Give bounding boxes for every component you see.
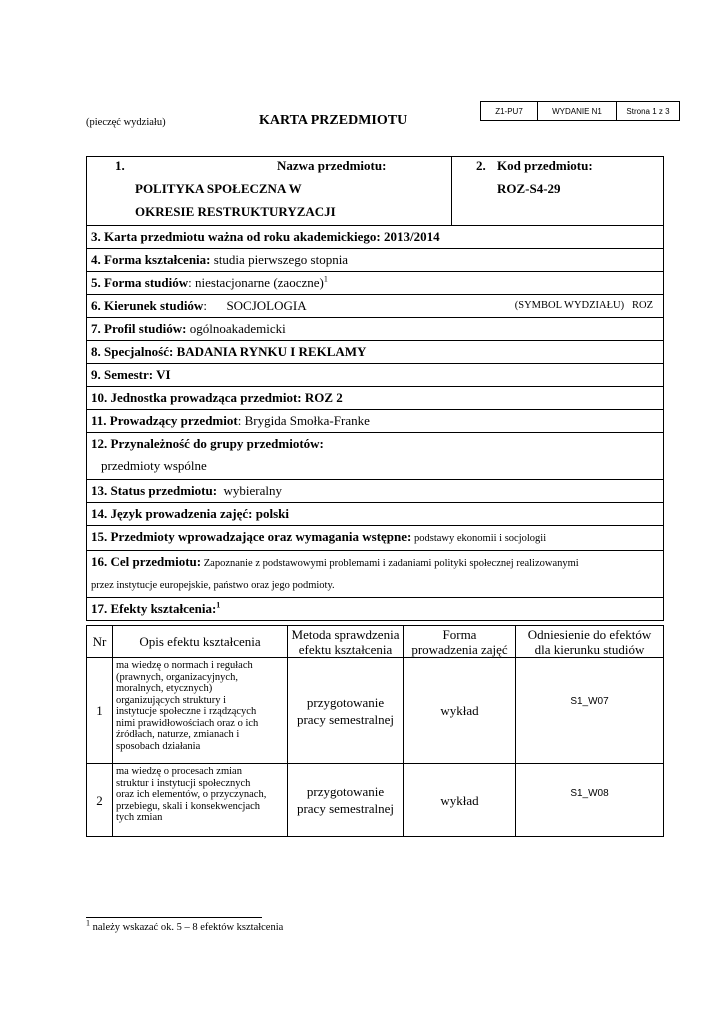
lecturer-value: : Brygida Smołka-Franke: [237, 413, 370, 428]
header-method-line1: Metoda sprawdzenia: [291, 626, 400, 642]
study-form-value: : niestacjonarne (zaoczne): [188, 275, 324, 290]
description-line: źródłach, naturze, zmianach i: [116, 729, 240, 740]
page-counter: Strona 1 z 3: [617, 102, 680, 121]
study-form-label: 5. Forma studiów: [91, 275, 189, 290]
study-form-row: [87, 272, 664, 295]
header-reference-line1: Odniesienie do efektów: [527, 626, 652, 642]
specialty-row: 8. Specjalność: BADANIA RYNKU I REKLAMY: [87, 341, 664, 364]
outcome-form: wykład: [404, 658, 516, 764]
description-line: oraz ich elementów, o przyczynach,: [116, 789, 267, 800]
education-form-label: 4. Forma kształcenia:: [91, 252, 211, 267]
document-code: Z1-PU7: [481, 102, 538, 121]
header-form-line2: prowadzenia zajęć: [411, 641, 508, 657]
lecturer-label: 11. Prowadzący przedmiot: [91, 413, 238, 428]
course-status-value: wybieralny: [217, 483, 283, 498]
table-row: [87, 764, 664, 837]
description-line: ma wiedzę o normach i regułach: [116, 660, 253, 671]
footnote-number: 1: [86, 918, 90, 928]
description-line: moralnych, etycznych): [116, 683, 213, 694]
outcome-nr: 1: [87, 658, 113, 764]
method-line2: pracy semestralnej: [296, 711, 395, 727]
study-profile-row: [87, 318, 664, 341]
method-line2: pracy semestralnej: [296, 801, 395, 816]
learning-outcomes-label: 17. Efekty kształcenia:: [91, 601, 217, 616]
prerequisites-label: 15. Przedmioty wprowadzające oraz wymagania wstępne:: [91, 529, 412, 544]
field-of-study-row: [87, 295, 664, 318]
description-line: (prawnych, organizacyjnych,: [116, 671, 238, 683]
table-header-row: [87, 626, 664, 658]
unit-row: 10. Jednostka prowadząca przedmiot: ROZ 2: [87, 387, 664, 410]
outcome-form: wykład: [404, 764, 516, 837]
field-of-study-value: : SOCJOLOGIA: [203, 298, 307, 313]
field-of-study-label: 6. Kierunek studiów: [91, 298, 204, 313]
valid-from-row: 3. Karta przedmiotu ważna od roku akademickiego: 2013/2014: [87, 226, 664, 249]
outcome-description: [113, 764, 288, 837]
course-name-label: Nazwa przedmiotu:: [277, 158, 387, 173]
footnote-separator: [86, 917, 262, 918]
footnote: [86, 918, 284, 933]
semester-row: 9. Semestr: VI: [87, 364, 664, 387]
header-form: [404, 626, 516, 658]
course-code-value: ROZ-S4-29: [497, 181, 561, 196]
header-method-line2: efektu kształcenia: [298, 641, 393, 657]
course-card-table: [86, 156, 664, 621]
outcome-nr: 2: [87, 764, 113, 837]
course-status-label: 13. Status przedmiotu:: [91, 483, 218, 498]
description-line: instytucje społeczne i rządzących: [116, 706, 257, 717]
header-form-line1: Forma: [442, 626, 477, 642]
table-row: [87, 658, 664, 764]
outcome-description: [113, 658, 288, 764]
description-line: struktur i instytucji społecznych: [116, 777, 251, 789]
course-name-cell: [87, 157, 452, 226]
description-line: sposobach działania: [116, 740, 201, 752]
prerequisites-value: podstawy ekonomii i socjologii: [411, 533, 547, 544]
lecturer-row: [87, 410, 664, 433]
description-line: ma wiedzę o procesach zmian: [116, 766, 242, 777]
course-code-label: Kod przedmiotu:: [497, 158, 593, 173]
course-code-number: 2.: [476, 158, 486, 173]
education-form-row: [87, 249, 664, 272]
outcome-reference: S1_W07: [516, 658, 664, 764]
edition-label: WYDANIE N1: [538, 102, 617, 121]
course-goal-value-line2: przez instytucje europejskie, państwo oraz jego podmioty.: [91, 580, 335, 591]
education-form-value: studia pierwszego stopnia: [210, 252, 349, 267]
course-group-row: [87, 433, 664, 480]
footnote-ref: 1: [323, 274, 328, 284]
faculty-stamp-label: (pieczęć wydziału): [86, 117, 166, 128]
course-status-row: [87, 480, 664, 503]
learning-outcomes-row: [87, 598, 664, 621]
footnote-ref: 1: [216, 600, 221, 610]
prerequisites-row: [87, 526, 664, 551]
course-goal-label: 16. Cel przedmiotu:: [91, 554, 202, 569]
document-title: KARTA PRZEDMIOTU: [259, 113, 408, 128]
course-name-line1: POLITYKA SPOŁECZNA W: [135, 181, 302, 196]
course-goal-row: [87, 551, 664, 598]
language-row: 14. Język prowadzenia zajęć: polski: [87, 503, 664, 526]
outcome-reference: S1_W08: [516, 764, 664, 837]
outcome-method: [288, 764, 404, 837]
method-line1: przygotowanie: [306, 694, 385, 710]
description-line: tych zmian: [116, 812, 163, 823]
course-name-line2: OKRESIE RESTRUKTURYZACJI: [135, 204, 336, 219]
course-group-value: przedmioty wspólne: [101, 458, 207, 473]
learning-outcomes-table: [86, 625, 664, 837]
header-description: Opis efektu kształcenia: [113, 626, 288, 658]
header-nr: Nr: [87, 626, 113, 658]
outcome-method: [288, 658, 404, 764]
header-reference: [516, 626, 664, 658]
document-header-box: [480, 101, 680, 121]
description-line: nimi prawidłowościach oraz o ich: [116, 717, 259, 729]
course-group-label: 12. Przynależność do grupy przedmiotów:: [91, 436, 324, 451]
header-reference-line2: dla kierunku studiów: [534, 641, 645, 657]
study-profile-value: ogólnoakademicki: [186, 321, 286, 336]
method-line1: przygotowanie: [306, 784, 385, 799]
study-profile-label: 7. Profil studiów:: [91, 321, 187, 336]
header-method: [288, 626, 404, 658]
course-name-number: 1.: [115, 158, 125, 173]
description-line: organizujących struktury i: [116, 694, 227, 706]
footnote-text: należy wskazać ok. 5 – 8 efektów kształcenia: [90, 922, 284, 933]
description-line: przebiegu, skali i konsekwencjach: [116, 800, 261, 812]
faculty-symbol: (SYMBOL WYDZIAŁU) ROZ: [514, 300, 653, 311]
course-code-cell: [452, 157, 664, 226]
course-goal-value: Zapoznanie z podstawowymi problemami i zadaniami polityki społecznej realizowanymi: [201, 558, 579, 569]
